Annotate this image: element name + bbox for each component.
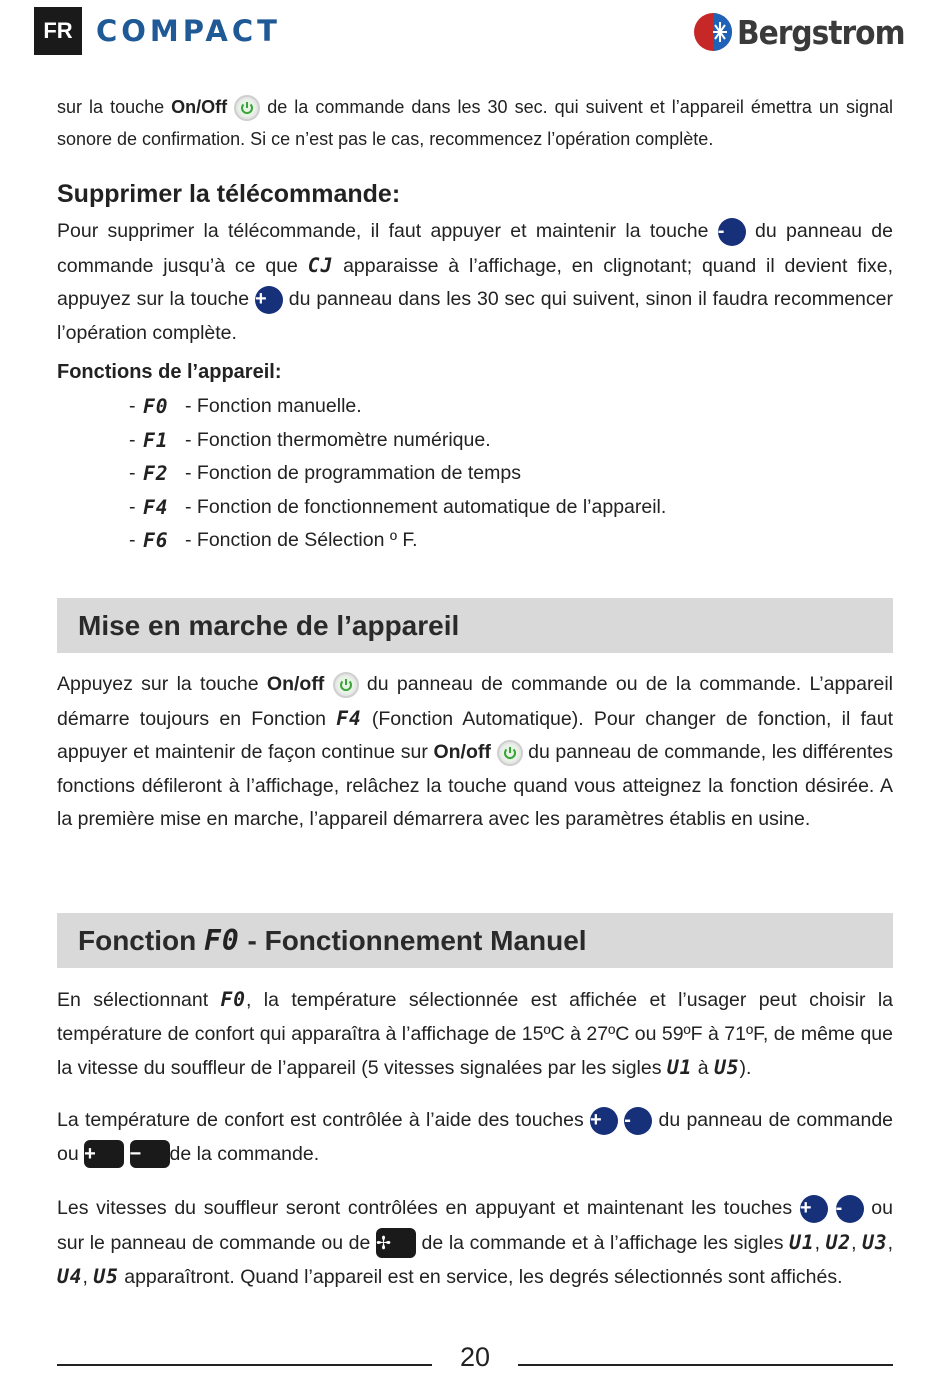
brand-logo (693, 10, 905, 54)
remote-minus-button-icon: − (130, 1140, 170, 1168)
language-badge: FR (34, 7, 82, 55)
plus-button-icon: + (255, 286, 283, 314)
delete-text-4: du panneau dans les 30 sec qui suivent, sinon il faudra recommencer l’opération complète. (57, 288, 893, 344)
function-label: - Fonction de programmation de temps (185, 462, 521, 485)
page-number: 20 (459, 1342, 491, 1372)
f0-paragraph-2 (57, 1104, 893, 1171)
minus-button-icon: - (624, 1107, 652, 1135)
minus-button-icon: - (718, 218, 746, 246)
separator: , (887, 1231, 894, 1254)
delete-text-3: apparaisse à l’affichage, en clignotant; quand il devient fixe, appuyez sur la touche (57, 254, 893, 310)
lcd-code: U5 (714, 1056, 740, 1079)
function-label: - Fonction manuelle. (185, 395, 362, 418)
startup-text-4: du panneau de commande, les différentes fonctions défileront à l’affichage, relâchez la touche quand vous atteignez la fonction désirée. A la première mise en marche, l’appareil démarrera avec les paramètres établis en usine. (57, 741, 894, 830)
list-dash: - (129, 495, 136, 518)
f0-paragraph-3 (57, 1192, 893, 1295)
f0-text: de la commande et à l’affichage les sigles (415, 1231, 790, 1254)
lcd-code: F1 (143, 428, 169, 452)
f0-text: du panneau de commande ou (57, 1109, 894, 1165)
separator: , (814, 1231, 826, 1254)
f0-text: , la température sélectionnée est affichée et l’usager peut choisir la température de confort qui apparaîtra à l’affichage de 15ºC à 27ºC ou 59ºF à 71ºF, de même que la vitesse du souffleur de l’appareil (5 vitesses signalées par les sigles (57, 989, 893, 1079)
lcd-code-cj: CJ (307, 253, 334, 277)
delete-text-1: Pour supprimer la télécommande, il faut appuyer et maintenir la touche (57, 220, 718, 242)
list-item (129, 491, 666, 525)
f0-text: En sélectionnant (57, 989, 221, 1011)
lcd-code: F0 (143, 395, 169, 419)
band-text: - Fonctionnement Manuel (239, 925, 587, 956)
snowflake-sun-logo-icon (693, 12, 733, 52)
delete-text-2: du panneau de commande jusqu’à ce que (57, 220, 893, 277)
f0-text: Les vitesses du souffleur seront contrôlées en appuyant et maintenant les touches (57, 1197, 800, 1219)
f0-text: La température de confort est contrôlée à l’aide des touches (57, 1109, 590, 1131)
fan-button-icon: ✢ (376, 1228, 416, 1258)
f0-paragraph-1 (57, 983, 893, 1086)
separator: , (82, 1266, 94, 1288)
function-label: - Fonction thermomètre numérique. (185, 428, 491, 451)
functions-heading: Fonctions de l’appareil: (57, 361, 282, 383)
lcd-code: U1 (789, 1230, 815, 1254)
list-item (129, 524, 666, 558)
onoff-label: On/Off (171, 97, 228, 117)
intro-text: sur la touche (57, 97, 172, 117)
lcd-code: F0 (203, 924, 240, 957)
f0-text: de la commande. (169, 1142, 320, 1165)
f0-text: apparaîtront. Quand l’appareil est en service, les degrés sélectionnés sont affichés. (118, 1266, 843, 1288)
function-label: - Fonction de Sélection º F. (185, 529, 418, 552)
plus-button-icon: + (800, 1195, 828, 1223)
lcd-code: U2 (825, 1230, 852, 1254)
delete-remote-heading: Supprimer la télécommande: (57, 180, 401, 208)
section-title (78, 924, 587, 957)
band-text: Fonction (78, 925, 204, 956)
lcd-code: U3 (862, 1230, 888, 1254)
f0-text: à (692, 1057, 715, 1079)
section-title: Mise en marche de l’appareil (78, 609, 460, 641)
f0-text: ou sur le panneau de commande ou de (57, 1197, 893, 1254)
lcd-code: F2 (143, 462, 169, 486)
power-button-icon (497, 740, 523, 766)
startup-paragraph (57, 668, 893, 837)
intro-paragraph (57, 91, 893, 155)
section-band-startup (57, 598, 893, 653)
minus-button-icon: - (836, 1195, 864, 1223)
footer-rule-left (57, 1364, 432, 1366)
footer-rule-right (518, 1364, 893, 1366)
lcd-code: F4 (336, 706, 362, 730)
list-item (129, 457, 666, 491)
startup-text-3: (Fonction Automatique). Pour changer de fonction, il faut appuyer et maintenir de façon continue sur (57, 707, 893, 763)
onoff-label: On/off (266, 673, 325, 695)
list-dash: - (129, 529, 136, 552)
product-name: COMPACT (96, 14, 281, 48)
lcd-code: U5 (93, 1265, 119, 1288)
section-band-f0 (57, 913, 893, 968)
list-item (129, 390, 666, 424)
lcd-code: U1 (666, 1056, 693, 1079)
power-button-icon (234, 95, 260, 121)
list-dash: - (129, 462, 136, 485)
power-button-icon (333, 672, 359, 698)
functions-list (129, 390, 666, 558)
lcd-code: F4 (143, 495, 169, 519)
list-dash: - (129, 395, 136, 418)
lcd-code: F6 (143, 529, 169, 553)
onoff-label: On/off (433, 741, 491, 763)
remote-plus-button-icon: + (84, 1140, 124, 1168)
separator: , (851, 1231, 863, 1254)
list-dash: - (129, 428, 136, 451)
plus-button-icon: + (590, 1107, 618, 1135)
lcd-code: U4 (57, 1265, 83, 1288)
lcd-code: F0 (220, 988, 247, 1011)
delete-remote-paragraph (57, 215, 893, 350)
brand-name: Bergstrom (737, 12, 905, 52)
intro-text-2: de la commande dans les 30 sec. qui suivent et l’appareil émettra un signal sonore de confirmation. Si ce n’est pas le cas, recommencez l’opération complète. (57, 97, 893, 149)
startup-text-2: du panneau de commande ou de la commande. L’appareil démarre toujours en Fonction (57, 673, 893, 730)
f0-text: ). (739, 1057, 752, 1079)
function-label: - Fonction de fonctionnement automatique de l’appareil. (185, 495, 667, 518)
startup-text-1: Appuyez sur la touche (57, 673, 267, 695)
list-item (129, 424, 666, 458)
